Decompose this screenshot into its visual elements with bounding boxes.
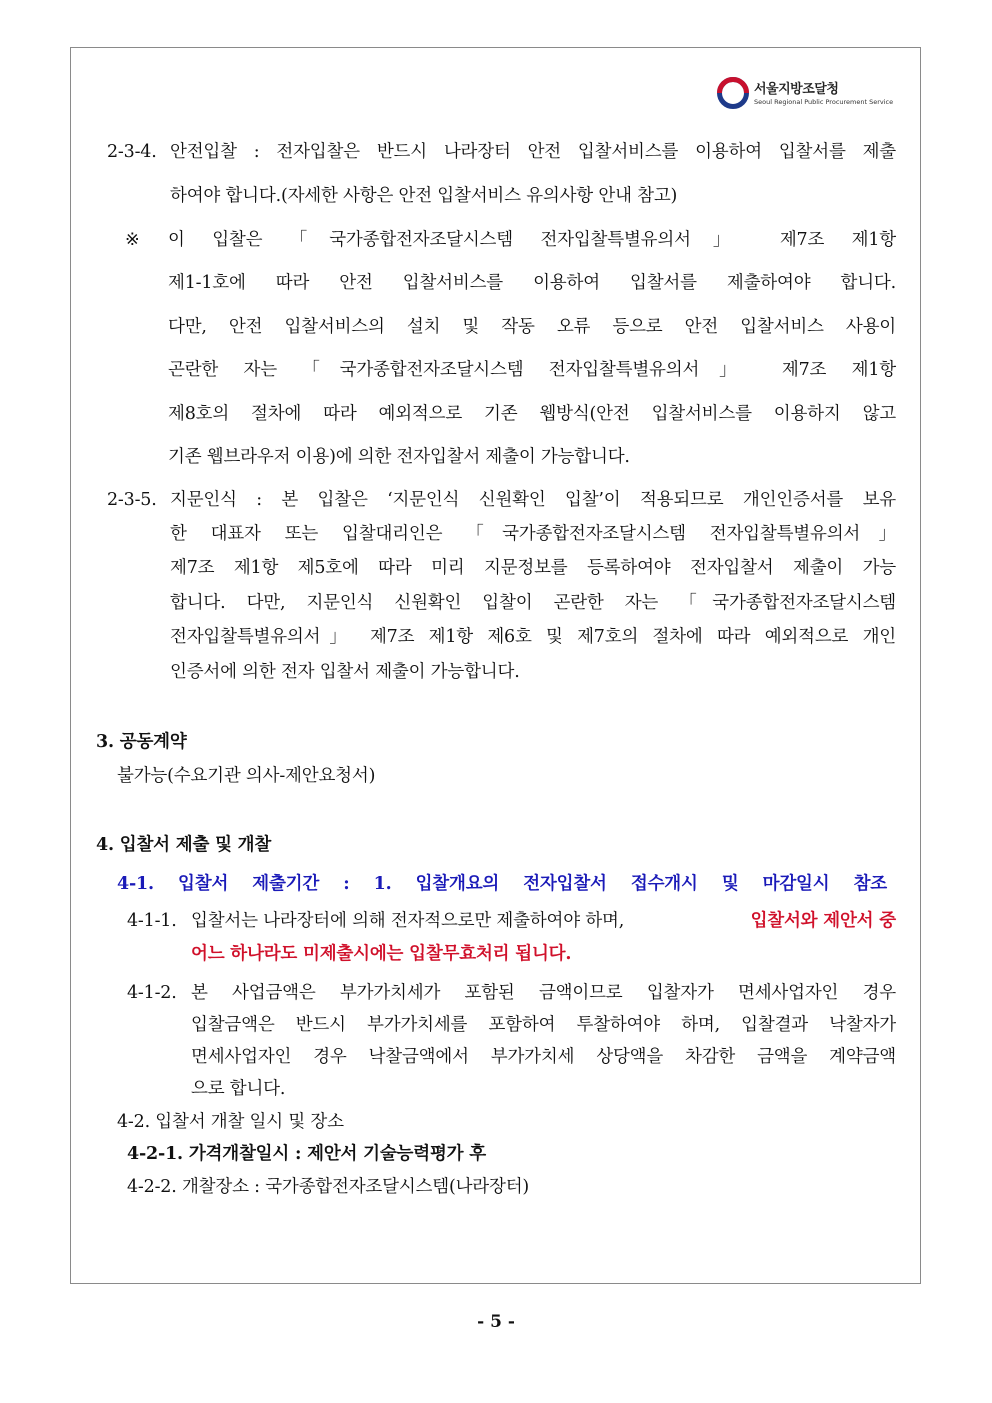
org-name-kr: 서울지방조달청 [754,82,839,97]
section-4-2-2: 4-2-2. 개찰장소 : 국가종합전자조달시스템(나라장터) [127,1177,530,1197]
section-2-3-5-line: 지문인식 : 본 입찰은 ‘지문인식 신원확인 입찰’이 적용되므로 개인인증서를 보유 [170,490,896,510]
section-3-body: 불가능(수요기관 의사-제안요청서) [117,766,376,786]
note-line: 곤란한 자는 「국가종합전자조달시스템 전자입찰특별유의서」 제7조 제1항 [168,360,896,380]
section-2-3-5-line: 인증서에 의한 전자 입찰서 제출이 가능합니다. [170,662,520,682]
section-4-1-1-text: 입찰서는 나라장터에 의해 전자적으로만 제출하여야 하며, [191,911,625,931]
section-4-1-1-line [191,910,896,932]
section-2-3-5-line: 제7조 제1항 제5호에 따라 미리 지문정보를 등록하여야 전자입찰서 제출이 가능 [170,558,896,578]
section-4-1-heading: 4-1. 입찰서 제출기간 : 1. 입찰개요의 전자입찰서 접수개시 및 마감일시 참조 [117,874,887,894]
section-2-3-4-number: 2-3-4. [107,142,157,162]
taegeuk-icon [717,77,749,109]
section-2-3-5-line: 전자입찰특별유의서」 제7조 제1항 제6호 및 제7호의 절차에 따라 예외적으로 개인 [170,627,896,647]
section-4-title: 4. 입찰서 제출 및 개찰 [96,835,272,855]
section-4-1-2-line: 입찰금액은 반드시 부가가치세를 포함하여 투찰하여야 하며, 입찰결과 낙찰자가 [191,1015,896,1035]
org-name-en: Seoul Regional Public Procurement Service [754,98,894,106]
note-line: 이 입찰은 「국가종합전자조달시스템 전자입찰특별유의서」 제7조 제1항 [168,230,896,250]
section-2-3-5-number: 2-3-5. [107,490,157,510]
note-line: 제8호의 절차에 따라 예외적으로 기존 웹방식(안전 입찰서비스를 이용하지 않고 [168,404,896,424]
section-2-3-5-line: 한 대표자 또는 입찰대리인은 「국가종합전자조달시스템 전자입찰특별유의서」 [170,524,896,544]
section-4-1-2-line: 으로 합니다. [191,1079,286,1099]
section-4-1-2-number: 4-1-2. [127,983,177,1003]
note-mark: ※ [125,230,140,250]
section-2-3-4-line: 하여야 합니다.(자세한 사항은 안전 입찰서비스 유의사항 안내 참고) [170,186,678,206]
section-2-3-5-line: 합니다. 다만, 지문인식 신원확인 입찰이 곤란한 자는 「국가종합전자조달시스템 [170,593,896,613]
section-3-title: 3. 공동계약 [96,732,187,752]
note-line: 다만, 안전 입찰서비스의 설치 및 작동 오류 등으로 안전 입찰서비스 사용이 [168,317,896,337]
section-4-1-1-warning: 입찰서와 제안서 중 [750,911,896,931]
section-4-2-1: 4-2-1. 가격개찰일시 : 제안서 기술능력평가 후 [127,1144,486,1164]
section-2-3-4-line: 안전입찰 : 전자입찰은 반드시 나라장터 안전 입찰서비스를 이용하여 입찰서를 제출 [170,142,896,162]
note-line: 제1-1호에 따라 안전 입찰서비스를 이용하여 입찰서를 제출하여야 합니다. [168,273,896,293]
section-4-1-2-line: 면세사업자인 경우 낙찰금액에서 부가가치세 상당액을 차감한 금액을 계약금액 [191,1047,896,1067]
page-number: - 5 - [477,1312,515,1332]
section-4-1-1-number: 4-1-1. [127,911,177,931]
section-4-2-heading: 4-2. 입찰서 개찰 일시 및 장소 [117,1112,344,1132]
section-4-1-2-line: 본 사업금액은 부가가치세가 포함된 금액이므로 입찰자가 면세사업자인 경우 [191,983,896,1003]
section-4-1-1-warning: 어느 하나라도 미제출시에는 입찰무효처리 됩니다. [191,944,572,964]
note-line: 기존 웹브라우저 이용)에 의한 전자입찰서 제출이 가능합니다. [168,447,630,467]
org-logo [717,74,897,114]
